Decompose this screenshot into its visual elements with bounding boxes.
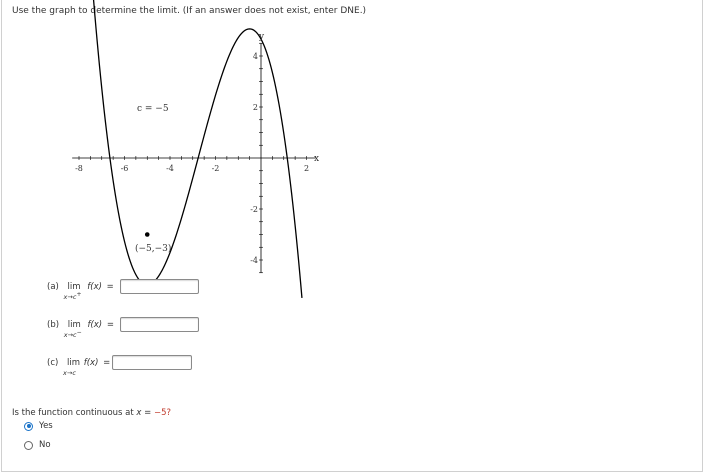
radio-yes[interactable] bbox=[24, 422, 33, 431]
part-b-answer-input[interactable] bbox=[120, 317, 199, 332]
part-a-subscript: x→c+ bbox=[63, 291, 82, 302]
question-suffix: ? bbox=[166, 408, 172, 418]
radio-no[interactable] bbox=[24, 441, 33, 450]
part-b bbox=[47, 320, 114, 340]
part-a-equals: = bbox=[106, 282, 114, 292]
option-no[interactable] bbox=[24, 440, 51, 450]
question-eq: = bbox=[144, 408, 152, 418]
c-value-label: c = −5 bbox=[137, 104, 169, 114]
part-a-label: (a) bbox=[47, 282, 59, 292]
y-tick-label: -4 bbox=[250, 256, 258, 265]
y-axis-label: y bbox=[259, 32, 265, 42]
option-yes[interactable] bbox=[24, 421, 53, 431]
part-a-fx: f(x) bbox=[87, 282, 102, 292]
x-tick-label: -8 bbox=[75, 164, 83, 173]
question-prefix: Is the function continuous at bbox=[12, 408, 134, 418]
option-yes-label: Yes bbox=[39, 421, 53, 431]
part-c-subscript: x→c bbox=[63, 369, 76, 378]
x-tick-label: -6 bbox=[120, 164, 129, 173]
part-a-answer-input[interactable] bbox=[120, 279, 199, 294]
question-c-value: −5 bbox=[153, 408, 167, 418]
question-var: x bbox=[136, 408, 142, 418]
part-c-label: (c) bbox=[47, 358, 59, 368]
x-tick-label: 2 bbox=[303, 164, 310, 173]
question-prompt: Use the graph to determine the limit. (If an answer does not exist, enter DNE.) bbox=[12, 6, 367, 16]
part-b-subscript: x→c− bbox=[63, 329, 82, 340]
part-c bbox=[47, 358, 111, 378]
part-a-limit bbox=[63, 282, 82, 302]
x-tick-label: -4 bbox=[166, 164, 174, 173]
option-no-label: No bbox=[39, 440, 51, 450]
y-tick-label: -2 bbox=[250, 205, 258, 214]
x-tick-label: -2 bbox=[211, 164, 220, 173]
continuity-question bbox=[12, 408, 171, 418]
part-b-equals: = bbox=[106, 320, 114, 330]
part-c-limit bbox=[63, 358, 81, 378]
lim-text: lim bbox=[67, 282, 81, 292]
part-b-limit bbox=[63, 320, 82, 340]
part-b-fx: f(x) bbox=[87, 320, 103, 330]
lim-text: lim bbox=[67, 358, 81, 368]
lim-text: lim bbox=[67, 320, 81, 330]
part-c-answer-input[interactable] bbox=[112, 355, 192, 370]
content-frame bbox=[1, 0, 703, 472]
part-b-label: (b) bbox=[47, 320, 60, 330]
part-a bbox=[47, 282, 114, 302]
y-tick-label: 4 bbox=[252, 52, 258, 61]
part-c-fx: f(x) bbox=[83, 358, 99, 368]
y-tick-label: 2 bbox=[252, 103, 258, 112]
part-c-equals: = bbox=[103, 358, 111, 368]
x-axis-label: x bbox=[314, 154, 320, 164]
point-label: (−5,−3) bbox=[135, 244, 172, 254]
